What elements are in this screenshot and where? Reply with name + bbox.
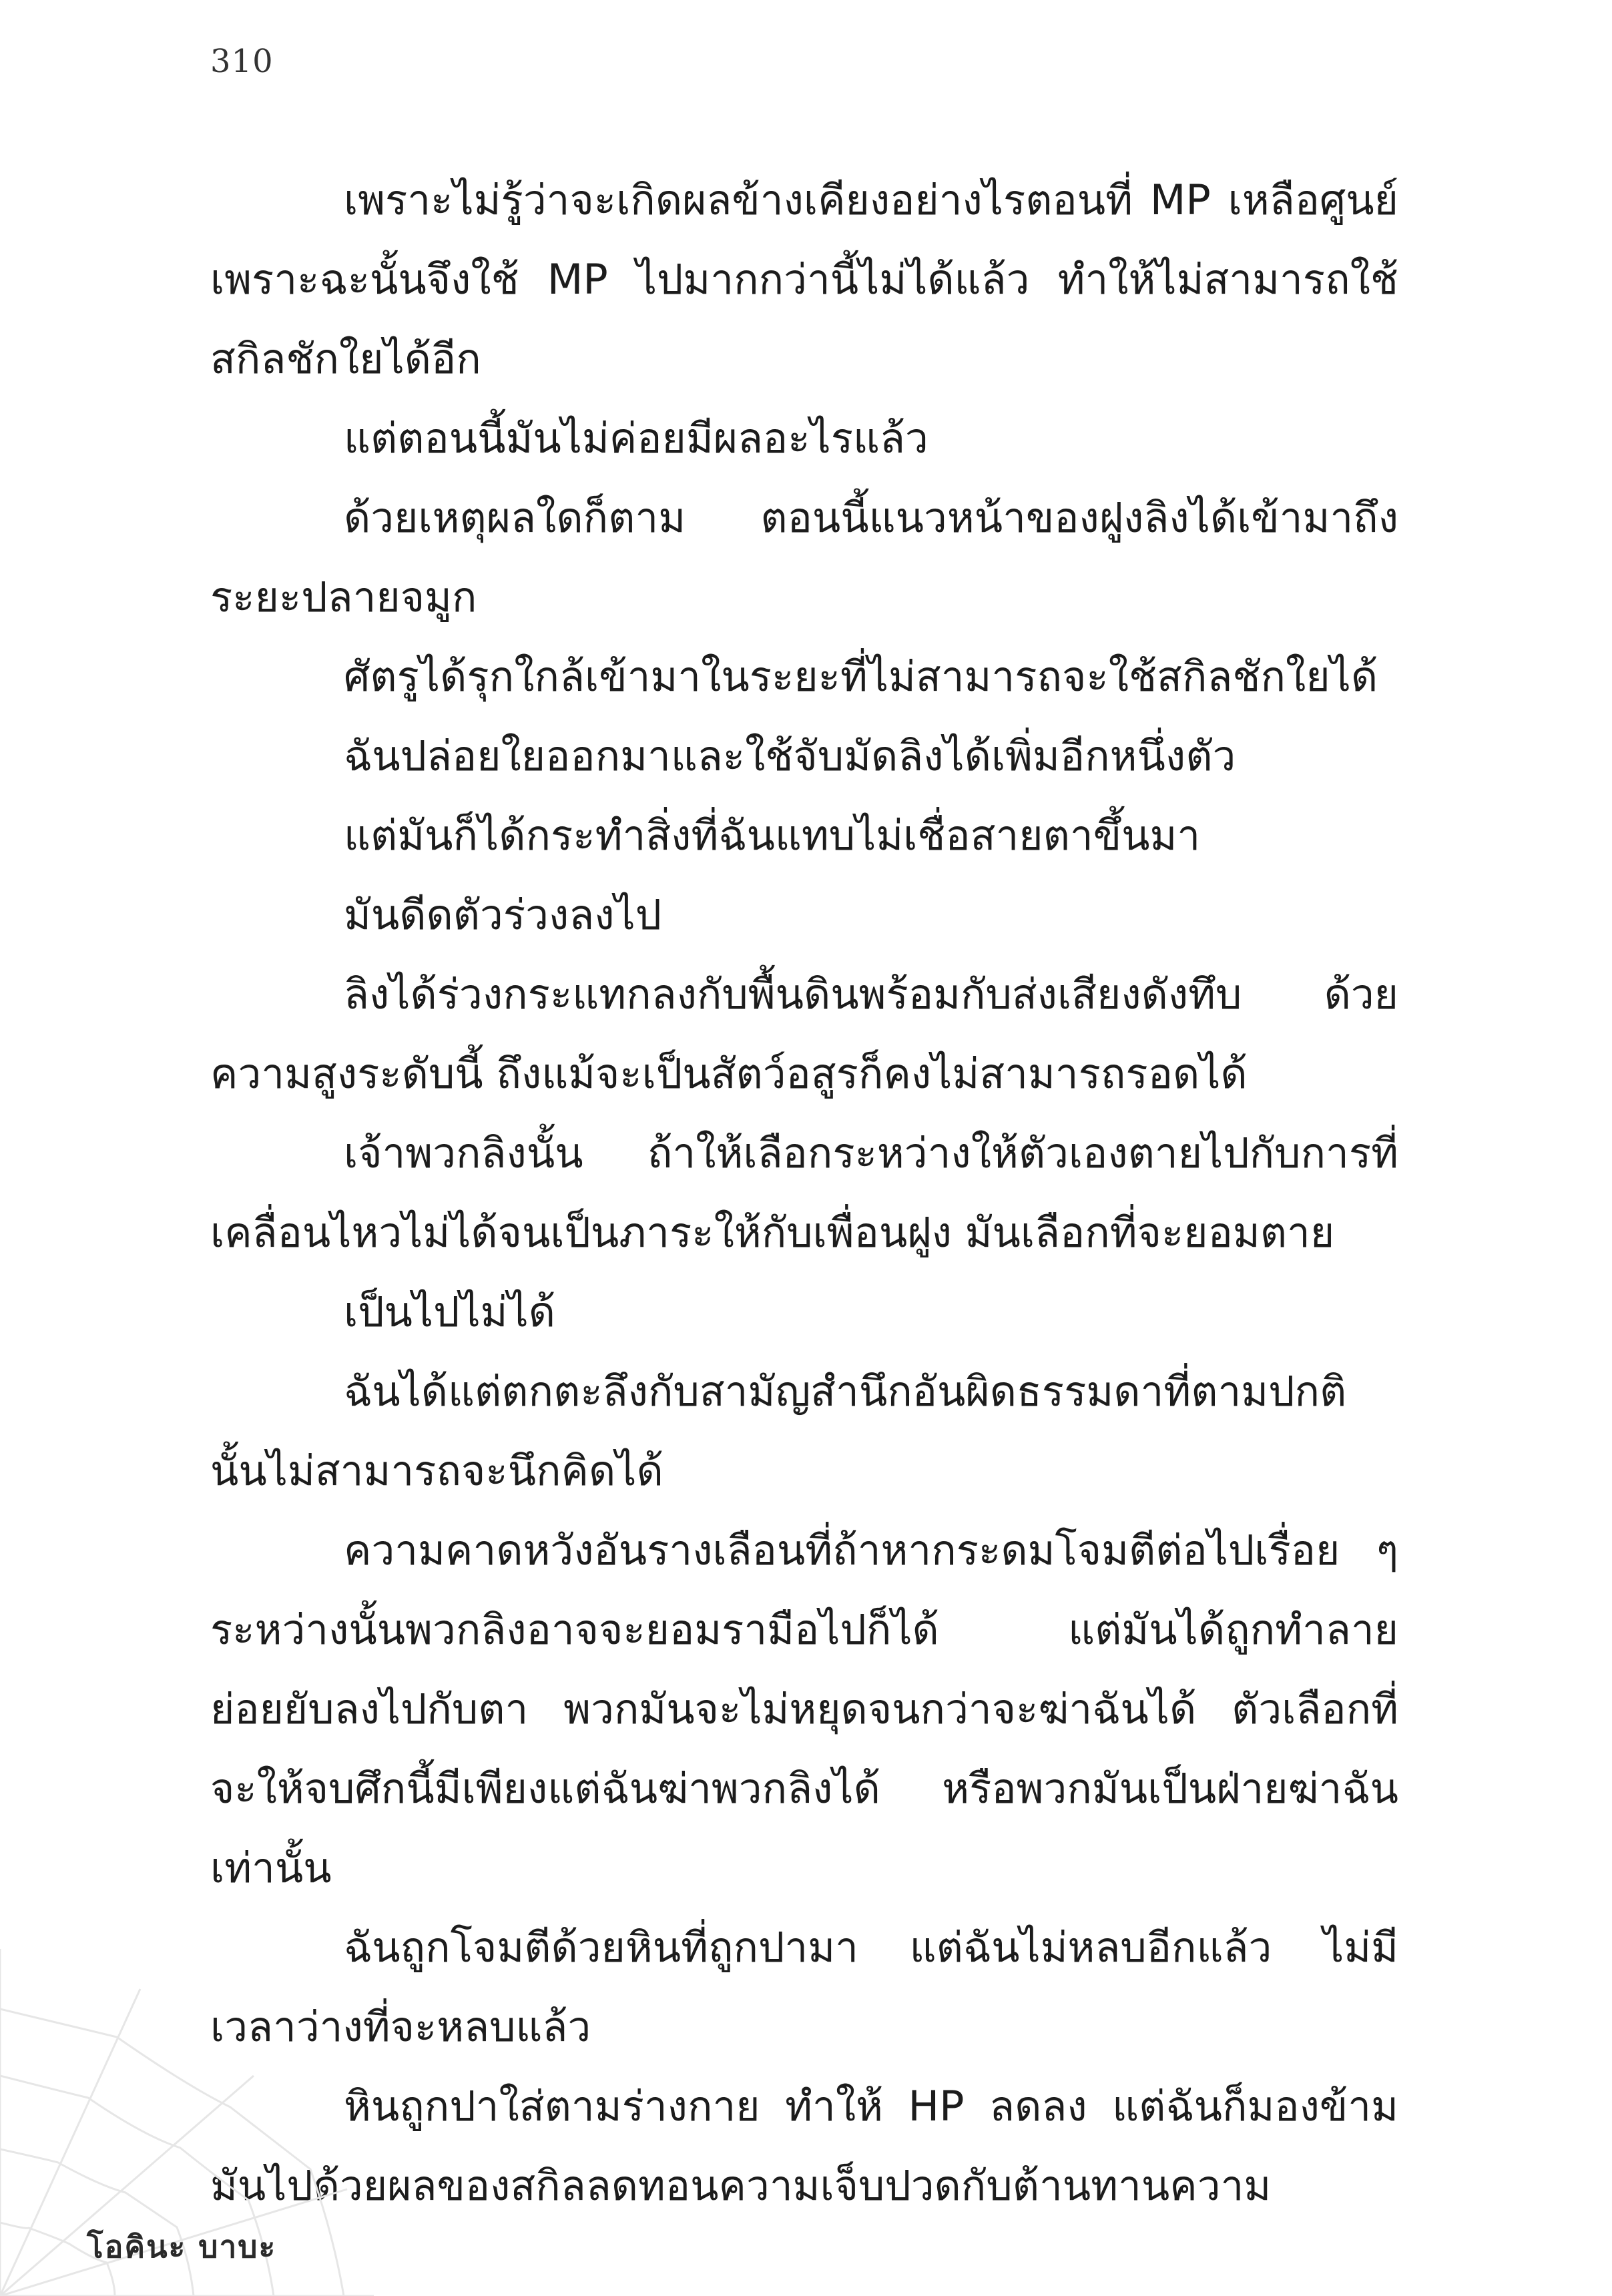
paragraph: เจ้าพวกลิงนั้น ถ้าให้เลือกระหว่างให้ตัวเองตายไปกับการที่เคลื่อนไหวไม่ได้จนเป็นภาระให้กับเพื่อนฝูง มันเลือกที่จะยอมตาย bbox=[210, 1129, 1398, 1257]
paragraph: แต่ตอนนี้มันไม่ค่อยมีผลอะไรแล้ว bbox=[344, 414, 928, 463]
paragraph: เพราะไม่รู้ว่าจะเกิดผลข้างเคียงอย่างไรตอนที่ MP เหลือศูนย์ เพราะฉะนั้นจึงใช้ MP ไปมากกว่านี้ไม่ได้แล้ว ทำให้ไม่สามารถใช้สกิลชักใยได้อีก bbox=[210, 176, 1398, 383]
paragraph: ฉันถูกโจมตีด้วยหินที่ถูกปามา แต่ฉันไม่หลบอีกแล้ว ไม่มีเวลาว่างที่จะหลบแล้ว bbox=[210, 1923, 1398, 2051]
paragraph: หินถูกปาใส่ตามร่างกาย ทำให้ HP ลดลง แต่ฉันก็มองข้ามมันไปด้วยผลของสกิลลดทอนความเจ็บปวดกับต้านทานความ bbox=[210, 2082, 1398, 2210]
paragraph: ฉันปล่อยใยออกมาและใช้จับมัดลิงได้เพิ่มอีกหนึ่งตัว bbox=[344, 732, 1236, 780]
paragraph: ศัตรูได้รุกใกล้เข้ามาในระยะที่ไม่สามารถจะใช้สกิลชักใยได้ bbox=[344, 652, 1378, 701]
paragraph: มันดีดตัวร่วงลงไป bbox=[344, 890, 662, 939]
paragraph: เป็นไปไม่ได้ bbox=[344, 1287, 555, 1336]
paragraph: ฉันได้แต่ตกตะลึงกับสามัญสำนึกอันผิดธรรมดาที่ตามปกตินั้นไม่สามารถจะนึกคิดได้ bbox=[210, 1367, 1347, 1495]
page-number: 310 bbox=[210, 43, 274, 80]
paragraph: ลิงได้ร่วงกระแทกลงกับพื้นดินพร้อมกับส่งเสียงดังทึบ ด้วยความสูงระดับนี้ ถึงแม้จะเป็นสัตว์อสูรก็คงไม่สามารถรอดได้ bbox=[210, 970, 1398, 1098]
paragraph: ด้วยเหตุผลใดก็ตาม ตอนนี้แนวหน้าของฝูงลิงได้เข้ามาถึงระยะปลายจมูก bbox=[210, 493, 1398, 621]
paragraph: ความคาดหวังอันรางเลือนที่ถ้าหากระดมโจมตีต่อไปเรื่อย ๆ ระหว่างนั้นพวกลิงอาจจะยอมรามือไปก็ได้ แต่มันได้ถูกทำลายย่อยยับลงไปกับตา พวกมันจะไม่หยุดจนกว่าจะฆ่าฉันได้ ตัวเลือกที่จะให้จบศึกนี้มีเพียงแต่ฉันฆ่าพวกลิงได้ หรือพวกมันเป็นฝ่ายฆ่าฉันเท่านั้น bbox=[210, 1526, 1398, 1892]
book-title-footer: โอคินะ บาบะ bbox=[87, 2229, 277, 2265]
paragraph: แต่มันก็ได้กระทำสิ่งที่ฉันแทบไม่เชื่อสายตาขึ้นมา bbox=[344, 811, 1201, 860]
chapter-text bbox=[210, 160, 1398, 2225]
